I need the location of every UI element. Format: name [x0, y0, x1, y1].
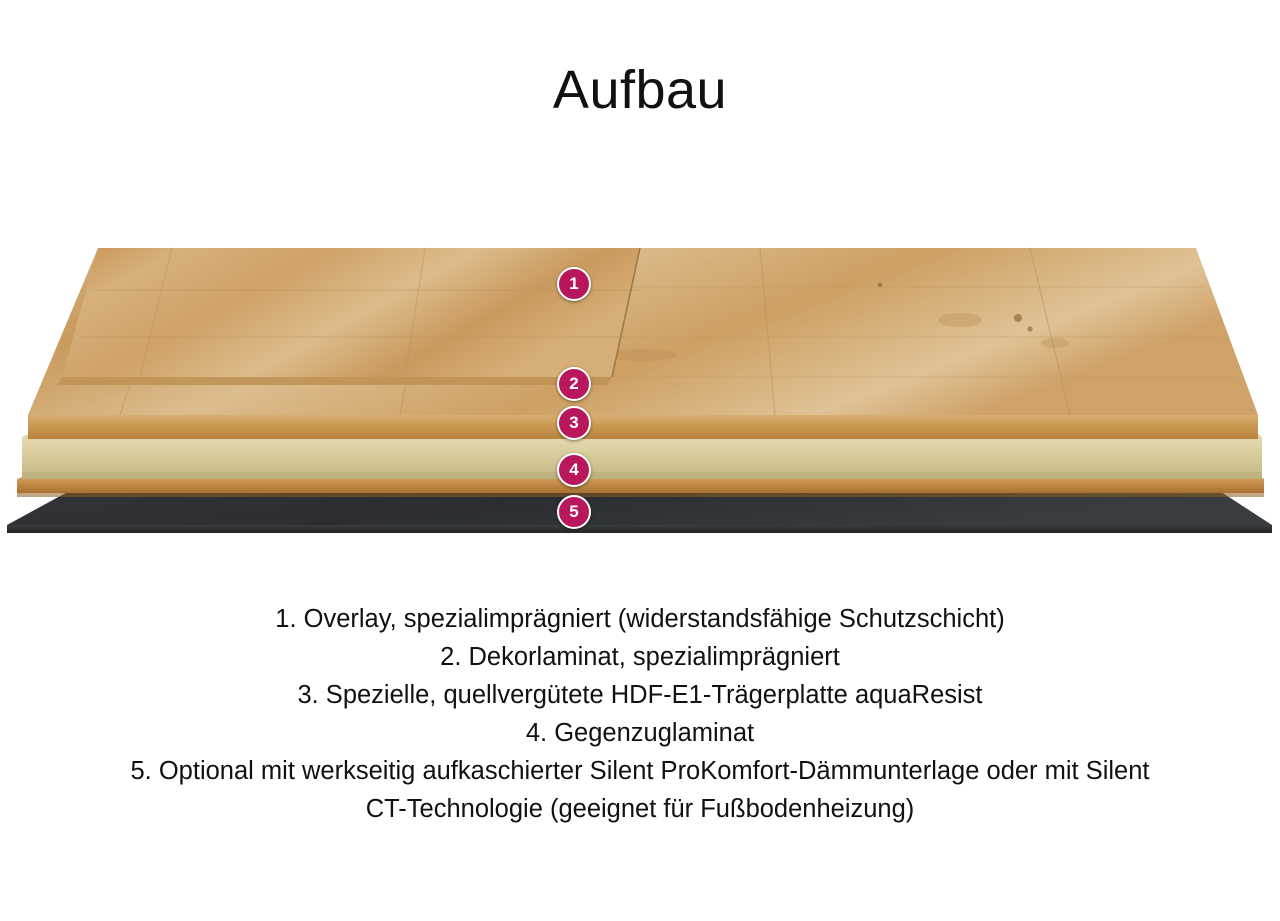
layer-construction-diagram — [0, 225, 1280, 545]
legend-line-4: 4. Gegenzuglaminat — [525, 719, 755, 747]
floor-cross-section-graphic — [0, 225, 1280, 545]
legend-line-5: 5. Optional mit werkseitig aufkaschierter Silent ProKomfort-Dämmunterlage oder mit Silent — [130, 757, 1150, 785]
layer-legend — [0, 600, 1280, 828]
callout-badge-5[interactable]: 5 — [557, 495, 591, 529]
callout-badge-2[interactable]: 2 — [557, 367, 591, 401]
callout-badge-4[interactable]: 4 — [557, 453, 591, 487]
legend-line-1: 1. Overlay, spezialimprägniert (widerstandsfähige Schutzschicht) — [275, 605, 1005, 633]
callout-badge-1[interactable]: 1 — [557, 267, 591, 301]
legend-line-2: 2. Dekorlaminat, spezialimprägniert — [440, 643, 840, 671]
legend-line-6: CT-Technologie (geeignet für Fußbodenheizung) — [365, 795, 915, 823]
page-title: Aufbau — [552, 60, 728, 120]
legend-line-3: 3. Spezielle, quellvergütete HDF-E1-Trägerplatte aquaResist — [297, 681, 983, 709]
layer-overlay-surface — [28, 248, 1258, 415]
callout-badge-3[interactable]: 3 — [557, 406, 591, 440]
